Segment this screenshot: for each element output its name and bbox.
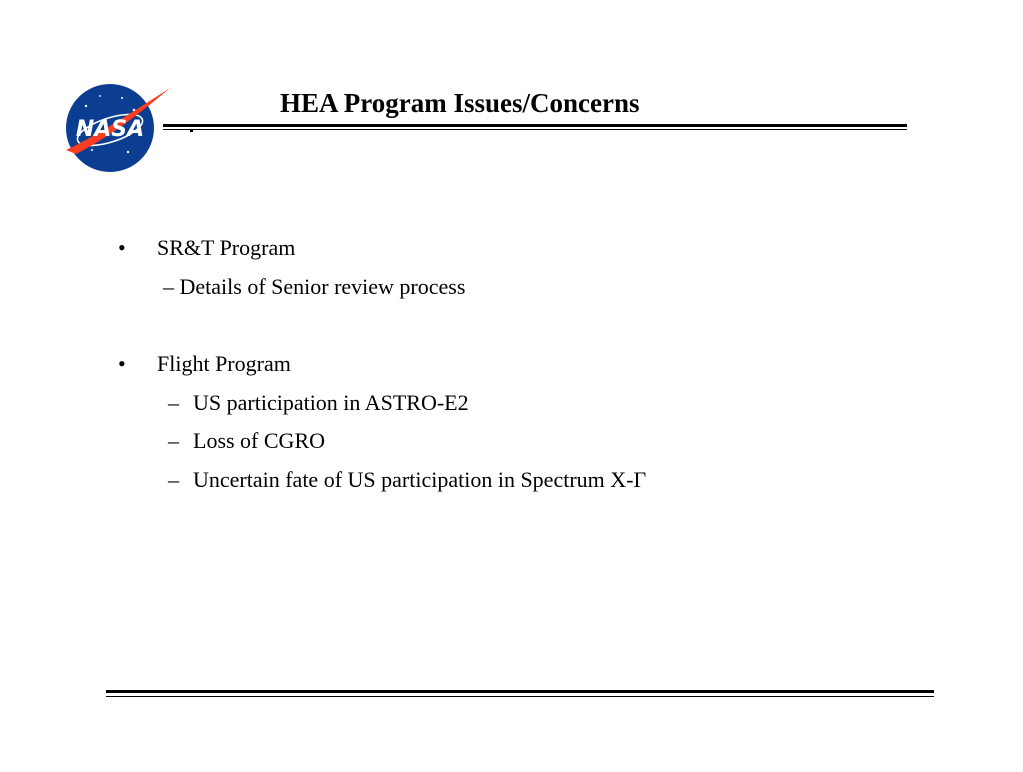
title-rule-tick xyxy=(190,130,193,132)
bullet-glyph: • xyxy=(118,235,126,260)
dash-glyph: – xyxy=(168,428,179,453)
footer-rule-thick xyxy=(106,690,934,693)
title-rule-thin xyxy=(163,129,907,130)
title-rule-thick xyxy=(163,124,907,127)
subitem-senior-review: – Details of Senior review process xyxy=(163,274,466,299)
subitem-astro-e2: US participation in ASTRO-E2 xyxy=(193,390,469,415)
subitem-cgro: Loss of CGRO xyxy=(193,428,326,453)
nasa-logo-text: NASA xyxy=(75,117,145,142)
nasa-meatball-logo-icon xyxy=(62,80,174,176)
dash-glyph: – xyxy=(168,467,179,492)
section-label-srt: SR&T Program xyxy=(157,235,296,260)
slide-title: HEA Program Issues/Concerns xyxy=(280,88,640,118)
bullet-glyph: • xyxy=(118,351,126,376)
dash-glyph: – xyxy=(168,390,179,415)
subitem-spectrum-x: Uncertain fate of US participation in Spectrum X-Γ xyxy=(193,467,647,492)
section-label-flight: Flight Program xyxy=(157,351,291,376)
footer-rule-thin xyxy=(106,696,934,697)
